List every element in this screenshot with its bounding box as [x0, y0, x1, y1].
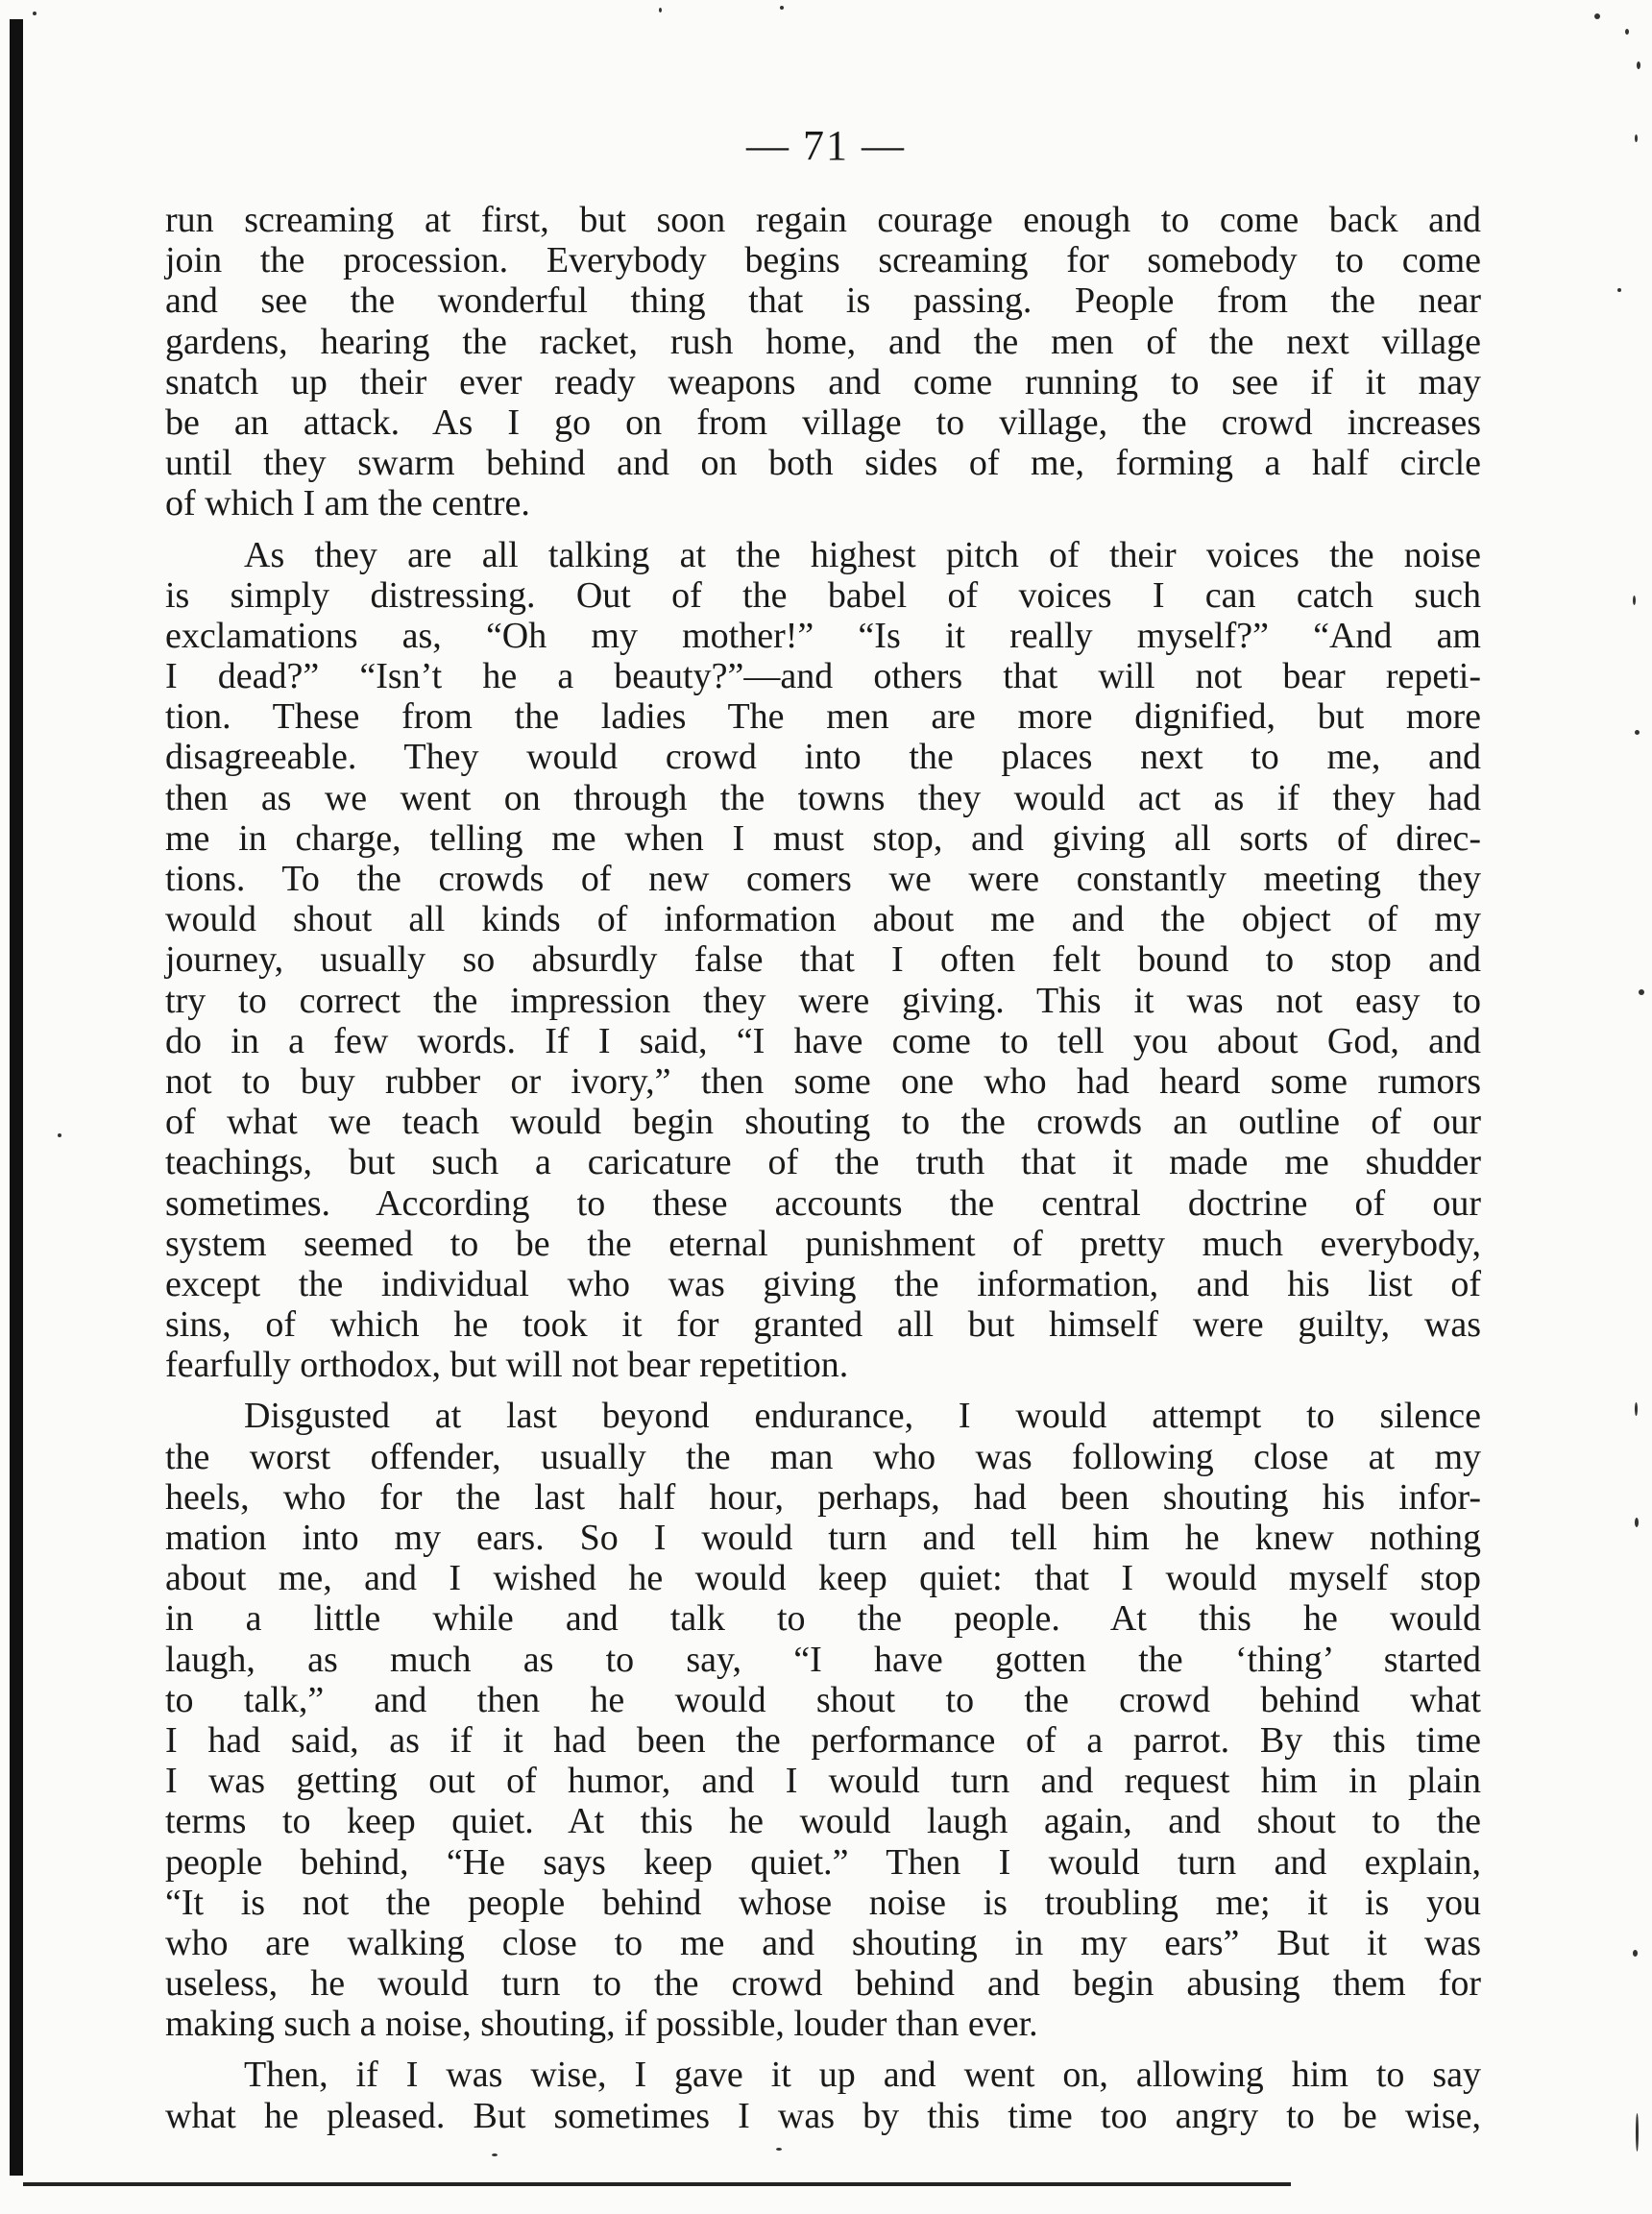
paragraph [165, 1396, 1481, 2044]
scan-speck [1635, 1402, 1638, 1416]
scan-speck [1633, 596, 1636, 605]
scan-speck [776, 2148, 782, 2151]
text-line: sometimes. According to these accounts the central doctrine of our [165, 1182, 1481, 1224]
text-line: run screaming at first, but soon regain courage enough to come back and [165, 200, 1481, 240]
text-line: do in a few words. If I said, “I have come to tell you about God, and [165, 1020, 1481, 1061]
text-line: is simply distressing. Out of the babel of voices I can catch such [165, 574, 1481, 616]
text-line: try to correct the impression they were giving. This it was not easy to [165, 980, 1481, 1021]
text-line: until they swarm behind and on both sides of me, forming a half circle [165, 443, 1481, 484]
text-line: teachings, but such a caricature of the truth that it made me shudder [165, 1142, 1481, 1183]
text-line: disagreeable. They would crowd into the places next to me, and [165, 737, 1481, 778]
scan-speck [33, 12, 36, 15]
scan-speck [1633, 1950, 1638, 1957]
text-line: journey, usually so absurdly false that I often felt bound to stop and [165, 939, 1481, 981]
text-line: snatch up their ever ready weapons and come running to see if it may [165, 361, 1481, 402]
text-line: sins, of which he took it for granted all but himself were guilty, was [165, 1304, 1481, 1346]
text-line: in a little while and talk to the people. At this he would [165, 1598, 1481, 1640]
text-line: who are walking close to me and shouting in my ears” But it was [165, 1922, 1481, 1963]
text-line: Disgusted at last beyond endurance, I would attempt to silence [244, 1396, 1481, 1437]
text-line: As they are all talking at the highest pitch of their voices the noise [244, 534, 1481, 575]
scan-speck [1639, 989, 1644, 995]
text-line: be an attack. As I go on from village to village, the crowd increases [165, 401, 1481, 443]
paragraph [165, 2055, 1481, 2135]
scan-speck [1637, 61, 1640, 69]
text-line: making such a noise, shouting, if possible, louder than ever. [165, 2004, 1038, 2045]
scan-speck [1635, 730, 1640, 735]
scan-speck [492, 2153, 498, 2156]
text-line: me in charge, telling me when I must stop, and giving all sorts of direc- [165, 817, 1481, 859]
text-line: terms to keep quiet. At this he would laugh again, and shout to the [165, 1801, 1481, 1842]
text-line: the worst offender, usually the man who was following close at my [165, 1436, 1481, 1477]
text-line: then as we went on through the towns they would act as if they had [165, 777, 1481, 818]
text-line: tions. To the crowds of new comers we were constantly meeting they [165, 859, 1481, 899]
text-line: and see the wonderful thing that is passing. People from the near [165, 280, 1481, 322]
text-line: I dead?” “Isn’t he a beauty?”—and others that will not bear repeti- [165, 656, 1481, 697]
text-line: laugh, as much as to say, “I have gotten the ‘thing’ started [165, 1639, 1481, 1680]
text-line: to talk,” and then he would shout to the crowd behind what [165, 1679, 1481, 1720]
text-line: useless, he would turn to the crowd behind and begin abusing them for [165, 1963, 1481, 2005]
text-line: exclamations as, “Oh my mother!” “Is it really myself?” “And am [165, 615, 1481, 656]
scan-speck [1636, 2113, 1639, 2152]
text-line: system seemed to be the eternal punishment of pretty much everybody, [165, 1223, 1481, 1264]
text-line: I had said, as if it had been the performance of a parrot. By this time [165, 1719, 1481, 1761]
text-line: what he pleased. But sometimes I was by this time too angry to be wise, [165, 2095, 1481, 2136]
text-line: of which I am the centre. [165, 483, 530, 524]
text-line: gardens, hearing the racket, rush home, and the men of the next village [165, 321, 1481, 362]
text-line: heels, who for the last half hour, perhaps, had been shouting his infor- [165, 1476, 1481, 1518]
scan-speck [1625, 29, 1629, 35]
text-line: about me, and I wished he would keep quiet: that I would myself stop [165, 1558, 1481, 1599]
scan-speck [58, 1133, 61, 1137]
text-line: “It is not the people behind whose noise is troubling me; it is you [165, 1882, 1481, 1923]
bottom-rule [23, 2182, 1291, 2186]
scan-speck [1594, 13, 1600, 19]
text-line: except the individual who was giving the information, and his list of [165, 1263, 1481, 1304]
text-line: people behind, “He says keep quiet.” Then I would turn and explain, [165, 1841, 1481, 1883]
paragraph [165, 535, 1481, 1386]
binding-edge [10, 19, 23, 2176]
text-line: not to buy rubber or ivory,” then some one who had heard some rumors [165, 1060, 1481, 1102]
scan-speck [659, 8, 662, 12]
text-line: join the procession. Everybody begins screaming for somebody to come [165, 240, 1481, 281]
text-line: mation into my ears. So I would turn and tell him he knew nothing [165, 1518, 1481, 1558]
scan-speck [1617, 288, 1621, 292]
text-line: would shout all kinds of information about me and the object of my [165, 899, 1481, 940]
text-line: fearfully orthodox, but will not bear repetition. [165, 1345, 849, 1386]
paragraph [165, 200, 1481, 524]
body-text [165, 200, 1481, 2136]
text-line: of what we teach would begin shouting to the crowds an outline of our [165, 1102, 1481, 1143]
scan-speck [780, 6, 784, 10]
text-line: I was getting out of humor, and I would turn and request him in plain [165, 1761, 1481, 1802]
scan-speck [1635, 1518, 1639, 1527]
page-number: — 71 — [746, 122, 906, 169]
text-line: tion. These from the ladies The men are more dignified, but more [165, 696, 1481, 738]
text-line: Then, if I was wise, I gave it up and went on, allowing him to say [244, 2055, 1481, 2096]
